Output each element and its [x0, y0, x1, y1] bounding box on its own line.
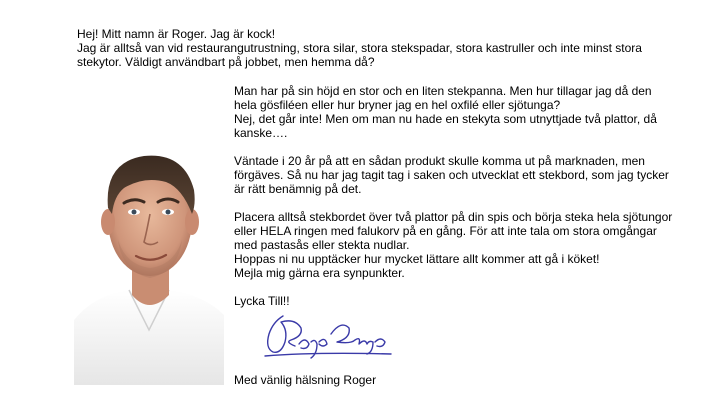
letter-paragraph-1 [234, 84, 674, 140]
letter-closing: Med vänlig hälsning Roger [234, 373, 377, 387]
letter-wish: Lycka Till!! [234, 294, 290, 308]
letter-line: Hoppas ni nu upptäcker hur mycket lättare allt kommer att gå i köket! [234, 252, 600, 266]
portrait-illustration [74, 90, 224, 385]
handwritten-signature [255, 312, 395, 362]
intro-description: Jag är alltså van vid restaurangutrustning, stora silar, stora stekspadar, stora kastruller och inte minst stora stekytor. Väldigt användbart på jobbet, men hemma då? [77, 41, 642, 69]
letter-line: Placera alltså stekbordet över två plattor på din spis och börja steka hela sjötungor eller HELA ringen med falukorv på en gång. För att inte tala om stora omgångar med pastasås eller stekta nudlar. [234, 210, 673, 252]
portrait-photo [74, 90, 224, 385]
signature-icon [255, 312, 395, 362]
intro-greeting: Hej! Mitt namn är Roger. Jag är kock! [77, 27, 276, 41]
letter-line: Nej, det går inte! Men om man nu hade en stekyta som utnyttjade två plattor, då kanske…. [234, 112, 657, 140]
letter-body [234, 84, 674, 308]
intro-text [77, 27, 677, 69]
letter-line: Mejla mig gärna era synpunkter. [234, 266, 405, 280]
letter-paragraph-3 [234, 210, 674, 280]
letter-line: Väntade i 20 år på att en sådan produkt skulle komma ut på marknaden, men förgäves. Så nu har jag tagit tag i saken och utvecklat ett stekbord, som jag tycker är rätt benämnig på det. [234, 154, 669, 196]
letter-line: Man har på sin höjd en stor och en liten stekpanna. Men hur tillagar jag då den hela gösfiléen eller hur bryner jag en hel oxfilé eller sjötunga? [234, 84, 652, 112]
letter-paragraph-2 [234, 154, 674, 196]
